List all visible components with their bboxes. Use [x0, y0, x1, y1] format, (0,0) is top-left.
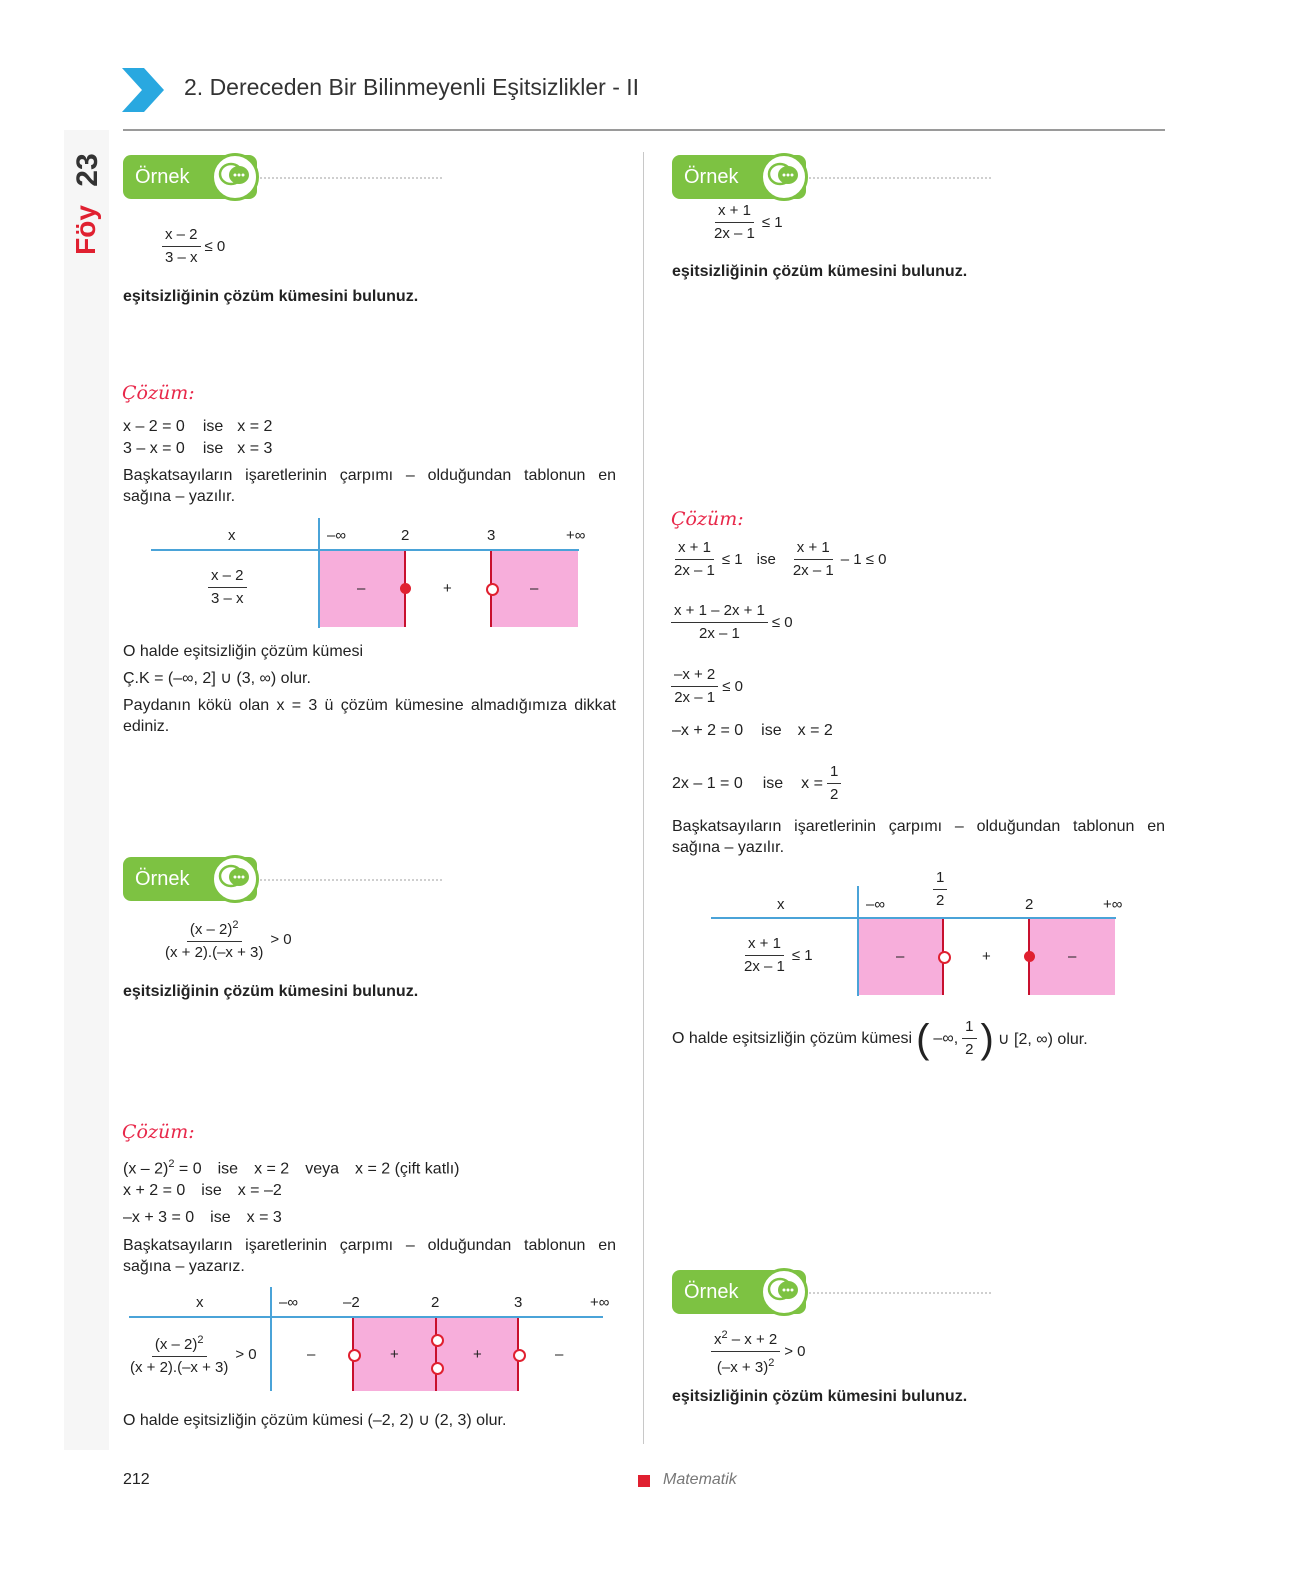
ex2-inequality — [162, 916, 292, 962]
ex2-line1 — [123, 1154, 459, 1179]
ornek-label: Örnek — [135, 166, 190, 188]
table-col: 2 — [431, 1294, 440, 1311]
numerator: 1 — [962, 1018, 976, 1039]
filled-dot — [400, 583, 411, 594]
numerator: x – 2 — [162, 226, 201, 247]
denominator: 3 – x — [165, 249, 198, 266]
dotted-rule — [260, 177, 442, 179]
ise: ise — [756, 551, 776, 568]
open-dot — [513, 1349, 526, 1362]
root: x = 2 — [254, 1160, 290, 1178]
ex2-paragraph: Başkatsayıların işaretlerinin çarpımı – olduğundan tablonun en sağına – yazarız. — [123, 1237, 616, 1275]
ex3-step1 — [671, 539, 886, 580]
eq: –x + 2 = 0 — [672, 722, 744, 739]
ex1-result2: Ç.K = (–∞, 2] ∪ (3, ∞) olur. — [123, 670, 311, 687]
denominator: (x + 2).(–x + 3) — [165, 944, 264, 961]
relation: ≤ 0 — [722, 678, 744, 695]
ex3-result — [672, 1018, 1088, 1059]
ex1-inequality — [162, 226, 225, 267]
sign: – — [555, 1346, 564, 1363]
result-tail: ∪ [2, ∞) olur. — [997, 1030, 1088, 1048]
ex2-line2 — [123, 1181, 282, 1201]
open-dot — [486, 583, 499, 596]
denominator: 2x – 1 — [674, 689, 716, 706]
root: x = 2 — [237, 418, 273, 435]
denominator: 2x – 1 — [744, 958, 785, 975]
table-col: +∞ — [590, 1294, 610, 1311]
open-dot — [938, 951, 951, 964]
denominator: 2x – 1 — [792, 562, 834, 579]
table-col: –2 — [343, 1294, 360, 1311]
cozum-heading: Çözüm: — [122, 382, 195, 404]
speech-bubble-icon — [211, 153, 259, 201]
ise: ise — [762, 774, 784, 792]
denominator: (x + 2).(–x + 3) — [130, 1359, 229, 1376]
table-col: +∞ — [1103, 896, 1123, 913]
root: x = 3 — [237, 440, 273, 457]
ex3-step3 — [671, 666, 743, 707]
ex1-fraction — [162, 226, 201, 267]
denominator: 2 — [936, 892, 945, 909]
relation: ≤ 1 — [791, 947, 813, 964]
numerator: x — [714, 1331, 722, 1348]
numerator: (x – 2) — [189, 921, 233, 938]
exponent: 2 — [232, 919, 239, 931]
row-label — [127, 1331, 257, 1377]
ornek-label: Örnek — [684, 1281, 739, 1303]
header-rule — [123, 129, 1165, 131]
numerator: x + 1 — [794, 539, 833, 560]
numerator: (x – 2) — [154, 1336, 198, 1353]
table-col: 2 — [401, 527, 410, 544]
numerator-rest: – x + 2 — [731, 1331, 778, 1348]
sign: – — [1068, 948, 1077, 965]
table-x: x — [196, 1294, 204, 1311]
ex1-note: Paydanın kökü olan x = 3 ü çözüm kümesine almadığımıza dikkat ediniz. — [123, 697, 616, 735]
sign: – — [530, 580, 539, 597]
exponent: 2 — [721, 1329, 728, 1341]
root: x = — [801, 774, 823, 792]
ornek-badge — [672, 155, 806, 199]
page-number: 212 — [123, 1471, 150, 1488]
dotted-rule — [260, 879, 442, 881]
side-number: 23 — [71, 153, 104, 187]
ornek-badge — [123, 155, 257, 199]
side-strip — [64, 130, 109, 1450]
numerator: x – 2 — [208, 567, 247, 588]
ex1-line1 — [123, 417, 272, 437]
ex1-paragraph: Başkatsayıların işaretlerinin çarpımı – olduğundan tablonun en sağına – yazılır. — [123, 467, 616, 505]
footer-square-icon — [638, 1475, 650, 1487]
ise: ise — [202, 418, 224, 435]
ornek-badge — [123, 857, 257, 901]
table-col: 3 — [487, 527, 496, 544]
ex2-line3 — [123, 1208, 282, 1228]
table-x: x — [228, 527, 236, 544]
column-divider — [643, 152, 644, 1444]
sign: + — [473, 1346, 482, 1363]
exponent: 2 — [168, 1158, 175, 1170]
dotted-rule — [809, 1292, 991, 1294]
exponent: 2 — [768, 1357, 775, 1369]
eq: x + 2 = 0 — [123, 1182, 186, 1199]
filled-dot — [1024, 951, 1035, 962]
ex2-result: O halde eşitsizliğin çözüm kümesi (–2, 2) ∪ (2, 3) olur. — [123, 1412, 507, 1429]
eq-rhs: = 0 — [178, 1160, 202, 1178]
table-col: –∞ — [279, 1294, 299, 1311]
paren-left: ( — [916, 1016, 930, 1061]
ornek-badge — [672, 1270, 806, 1314]
ex4-inequality — [711, 1326, 806, 1377]
table-col: +∞ — [566, 527, 586, 544]
sign: – — [307, 1346, 316, 1363]
ex3-paragraph: Başkatsayıların işaretlerinin çarpımı – olduğundan tablonun en sağına – yazılır. — [672, 818, 1165, 856]
relation: ≤ 1 — [761, 214, 783, 231]
root-line — [435, 1318, 437, 1391]
open-dot — [431, 1362, 444, 1375]
root: x = 3 — [246, 1209, 282, 1226]
denominator: 2 — [965, 1041, 974, 1058]
eq: –x + 3 = 0 — [123, 1209, 195, 1226]
ex3-line4 — [672, 721, 833, 741]
ex3-step2 — [671, 602, 793, 643]
sign: + — [443, 580, 452, 597]
ex4-prompt: eşitsizliğinin çözüm kümesini bulunuz. — [672, 1388, 968, 1405]
speech-bubble-icon — [211, 855, 259, 903]
table-col: 2 — [1025, 896, 1034, 913]
numerator: x + 1 — [715, 202, 754, 223]
exponent: 2 — [197, 1334, 204, 1346]
table-col: 3 — [514, 1294, 523, 1311]
eq: 3 – x = 0 — [123, 440, 185, 457]
page-title: 2. Dereceden Bir Bilinmeyenli Eşitsizlikler - II — [184, 74, 640, 100]
ise: ise — [202, 440, 224, 457]
ornek-label: Örnek — [135, 868, 190, 890]
relation: > 0 — [784, 1343, 806, 1360]
table-col: –∞ — [327, 527, 347, 544]
ex1-line2 — [123, 439, 272, 459]
eq: (x – 2) — [123, 1160, 169, 1178]
ex3-prompt: eşitsizliğinin çözüm kümesini bulunuz. — [672, 263, 968, 280]
ex2-prompt: eşitsizliğinin çözüm kümesini bulunuz. — [123, 983, 419, 1000]
eq: x – 2 = 0 — [123, 418, 185, 435]
ise: ise — [217, 1160, 239, 1178]
numerator: 1 — [933, 869, 947, 890]
ise: ise — [761, 722, 782, 739]
eq: 2x – 1 = 0 — [672, 774, 743, 792]
relation: > 0 — [270, 930, 292, 948]
relation: ≤ 0 — [771, 614, 793, 631]
sign: + — [390, 1346, 399, 1363]
sign: + — [982, 948, 991, 965]
relation: ≤ 0 — [204, 238, 226, 255]
result-text: O halde eşitsizliğin çözüm kümesi — [672, 1029, 913, 1047]
chevron-icon — [122, 68, 164, 117]
dotted-rule — [809, 177, 991, 179]
open-dot — [431, 1334, 444, 1347]
cozum-heading: Çözüm: — [671, 508, 744, 530]
footer-subject: Matematik — [663, 1471, 737, 1488]
root-note: x = 2 (çift katlı) — [355, 1160, 460, 1178]
open-dot — [348, 1349, 361, 1362]
side-label: Föy — [70, 205, 101, 255]
denominator: 3 – x — [211, 590, 244, 607]
ise: ise — [201, 1182, 222, 1199]
relation: > 0 — [235, 1345, 257, 1363]
sign: – — [896, 948, 905, 965]
row-label — [208, 567, 247, 608]
denominator: 2x – 1 — [699, 625, 740, 642]
ornek-label: Örnek — [684, 166, 739, 188]
root: x = –2 — [237, 1182, 282, 1199]
root: x = 2 — [797, 722, 833, 739]
ise: ise — [210, 1209, 231, 1226]
denominator: 2 — [829, 786, 839, 803]
denominator: (–x + 3) — [716, 1359, 769, 1376]
speech-bubble-icon — [760, 153, 808, 201]
paren-right: ) — [980, 1016, 994, 1061]
numerator: x + 1 — [745, 935, 784, 956]
denominator: 2x – 1 — [674, 562, 715, 579]
sign: – — [357, 580, 366, 597]
table-col: –∞ — [866, 896, 886, 913]
ex3-inequality — [711, 202, 783, 243]
ex2-fraction — [162, 916, 266, 962]
table-x: x — [777, 896, 785, 913]
row-label — [741, 935, 813, 976]
ex1-result1: O halde eşitsizliğin çözüm kümesi — [123, 643, 364, 660]
numerator: x + 1 — [675, 539, 714, 560]
relation: – 1 ≤ 0 — [840, 551, 887, 568]
veya: veya — [305, 1160, 339, 1178]
ex3-line5 — [672, 763, 841, 804]
ex1-prompt: eşitsizliğinin çözüm kümesini bulunuz. — [123, 288, 419, 305]
interval-start: –∞, — [933, 1029, 959, 1047]
cozum-heading: Çözüm: — [122, 1121, 195, 1143]
denominator: 2x – 1 — [714, 225, 755, 242]
numerator: –x + 2 — [671, 666, 718, 687]
table-vline — [270, 1287, 272, 1391]
numerator: 1 — [827, 763, 841, 784]
relation: ≤ 1 — [721, 551, 743, 568]
numerator: x + 1 – 2x + 1 — [671, 602, 768, 623]
speech-bubble-icon — [760, 1268, 808, 1316]
table-col-frac — [933, 869, 947, 910]
